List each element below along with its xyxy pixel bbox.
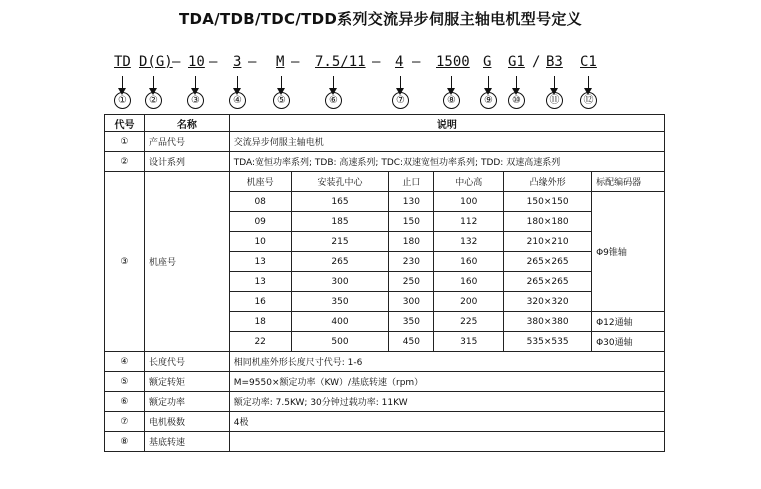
code-seg-1: TD [114, 54, 131, 70]
table-row [105, 432, 665, 452]
frame-cell: 150×150 [504, 192, 592, 212]
code-dash: — [372, 54, 381, 70]
frame-cell: 160 [434, 252, 504, 272]
frame-cell: 10 [229, 232, 291, 252]
row-code: ⑥ [105, 392, 145, 412]
frame-cell: 535×535 [504, 332, 592, 352]
frame-header-row [105, 172, 665, 192]
down-arrow-icon [195, 76, 196, 90]
code-seg-3: 10 [188, 54, 205, 70]
row-code: ① [105, 132, 145, 152]
code-seg-12: C1 [580, 54, 597, 70]
frame-col-header: 标配编码器 [592, 172, 665, 192]
marker-1: ① [114, 92, 131, 109]
marker-10: ⑩ [508, 92, 525, 109]
row-code: ④ [105, 352, 145, 372]
marker-12: ⑫ [580, 92, 597, 109]
frame-cell: 13 [229, 272, 291, 292]
frame-cell: 22 [229, 332, 291, 352]
row-desc: 4极 [229, 412, 664, 432]
code-slash: / [532, 54, 541, 70]
frame-cell: 112 [434, 212, 504, 232]
encoder-cell: Φ9锥轴 [592, 192, 665, 312]
marker-11: ⑪ [546, 92, 563, 109]
down-arrow-icon [554, 76, 555, 90]
marker-3: ③ [187, 92, 204, 109]
down-arrow-icon [451, 76, 452, 90]
header-name: 名称 [144, 115, 229, 132]
frame-cell: 380×380 [504, 312, 592, 332]
table-row [105, 132, 665, 152]
row-name: 长度代号 [144, 352, 229, 372]
row-code: ⑧ [105, 432, 145, 452]
marker-9: ⑨ [480, 92, 497, 109]
frame-cell: 132 [434, 232, 504, 252]
frame-col-header: 中心高 [434, 172, 504, 192]
frame-cell: 265 [291, 252, 389, 272]
encoder-cell: Φ30通轴 [592, 332, 665, 352]
frame-cell: 225 [434, 312, 504, 332]
down-arrow-icon [122, 76, 123, 90]
frame-cell: 300 [291, 272, 389, 292]
row-name: 基底转速 [144, 432, 229, 452]
marker-5: ⑤ [273, 92, 290, 109]
frame-cell: 200 [434, 292, 504, 312]
row-name: 设计系列 [144, 152, 229, 172]
row-desc: TDA:宽恒功率系列; TDB: 高速系列; TDC:双速宽恒功率系列; TDD: 双速高速系列 [229, 152, 664, 172]
frame-col-header: 机座号 [229, 172, 291, 192]
code-seg-11: B3 [546, 54, 563, 70]
row-desc [229, 432, 664, 452]
table-row [105, 372, 665, 392]
frame-cell: 130 [389, 192, 434, 212]
frame-cell: 18 [229, 312, 291, 332]
code-seg-5: M [276, 54, 285, 70]
marker-7: ⑦ [392, 92, 409, 109]
definition-table [104, 114, 665, 452]
frame-cell: 160 [434, 272, 504, 292]
marker-4: ④ [229, 92, 246, 109]
code-seg-6: 7.5/11 [315, 54, 366, 70]
table-row [105, 152, 665, 172]
row-code: ⑤ [105, 372, 145, 392]
row-desc: M=9550×额定功率（KW）/基底转速（rpm） [229, 372, 664, 392]
page-title: TDA/TDB/TDC/TDD系列交流异步伺服主轴电机型号定义 [179, 10, 582, 28]
code-seg-2: D(G) [139, 54, 173, 70]
down-arrow-icon [333, 76, 334, 90]
frame-cell: 320×320 [504, 292, 592, 312]
frame-cell: 265×265 [504, 252, 592, 272]
encoder-cell: Φ12通轴 [592, 312, 665, 332]
code-dash: — [209, 54, 218, 70]
frame-cell: 210×210 [504, 232, 592, 252]
header-desc: 说明 [229, 115, 664, 132]
row-name: 额定转矩 [144, 372, 229, 392]
code-dash: — [172, 54, 181, 70]
frame-cell: 185 [291, 212, 389, 232]
header-code: 代号 [105, 115, 145, 132]
down-arrow-icon [588, 76, 589, 90]
model-code [0, 54, 761, 74]
frame-cell: 350 [389, 312, 434, 332]
frame-cell: 100 [434, 192, 504, 212]
frame-cell: 165 [291, 192, 389, 212]
code-seg-9: G [483, 54, 492, 70]
marker-6: ⑥ [325, 92, 342, 109]
down-arrow-icon [153, 76, 154, 90]
frame-cell: 400 [291, 312, 389, 332]
frame-col-header: 凸缘外形 [504, 172, 592, 192]
down-arrow-icon [237, 76, 238, 90]
frame-col-header: 止口 [389, 172, 434, 192]
row-name: 机座号 [144, 172, 229, 352]
row-name: 产品代号 [144, 132, 229, 152]
code-seg-7: 4 [395, 54, 404, 70]
code-seg-10: G1 [508, 54, 525, 70]
frame-cell: 150 [389, 212, 434, 232]
frame-cell: 180 [389, 232, 434, 252]
down-arrow-icon [516, 76, 517, 90]
frame-cell: 300 [389, 292, 434, 312]
code-seg-8: 1500 [436, 54, 470, 70]
row-desc: 额定功率: 7.5KW; 30分钟过载功率: 11KW [229, 392, 664, 412]
row-code: ⑦ [105, 412, 145, 432]
code-dash: — [291, 54, 300, 70]
code-seg-4: 3 [233, 54, 242, 70]
frame-cell: 180×180 [504, 212, 592, 232]
frame-cell: 265×265 [504, 272, 592, 292]
code-dash: — [412, 54, 421, 70]
table-row [105, 352, 665, 372]
table-row [105, 392, 665, 412]
row-desc: 相同机座外形长度尺寸代号: 1-6 [229, 352, 664, 372]
down-arrow-icon [400, 76, 401, 90]
down-arrow-icon [488, 76, 489, 90]
frame-cell: 500 [291, 332, 389, 352]
frame-cell: 08 [229, 192, 291, 212]
frame-cell: 09 [229, 212, 291, 232]
frame-cell: 315 [434, 332, 504, 352]
frame-cell: 450 [389, 332, 434, 352]
frame-cell: 350 [291, 292, 389, 312]
frame-cell: 13 [229, 252, 291, 272]
frame-cell: 250 [389, 272, 434, 292]
row-name: 额定功率 [144, 392, 229, 412]
row-code: ② [105, 152, 145, 172]
row-code: ③ [105, 172, 145, 352]
frame-cell: 230 [389, 252, 434, 272]
row-desc: 交流异步伺服主轴电机 [229, 132, 664, 152]
down-arrow-icon [281, 76, 282, 90]
frame-cell: 215 [291, 232, 389, 252]
table-row [105, 412, 665, 432]
frame-cell: 16 [229, 292, 291, 312]
marker-2: ② [145, 92, 162, 109]
row-name: 电机极数 [144, 412, 229, 432]
marker-8: ⑧ [443, 92, 460, 109]
code-dash: — [248, 54, 257, 70]
frame-col-header: 安装孔中心 [291, 172, 389, 192]
